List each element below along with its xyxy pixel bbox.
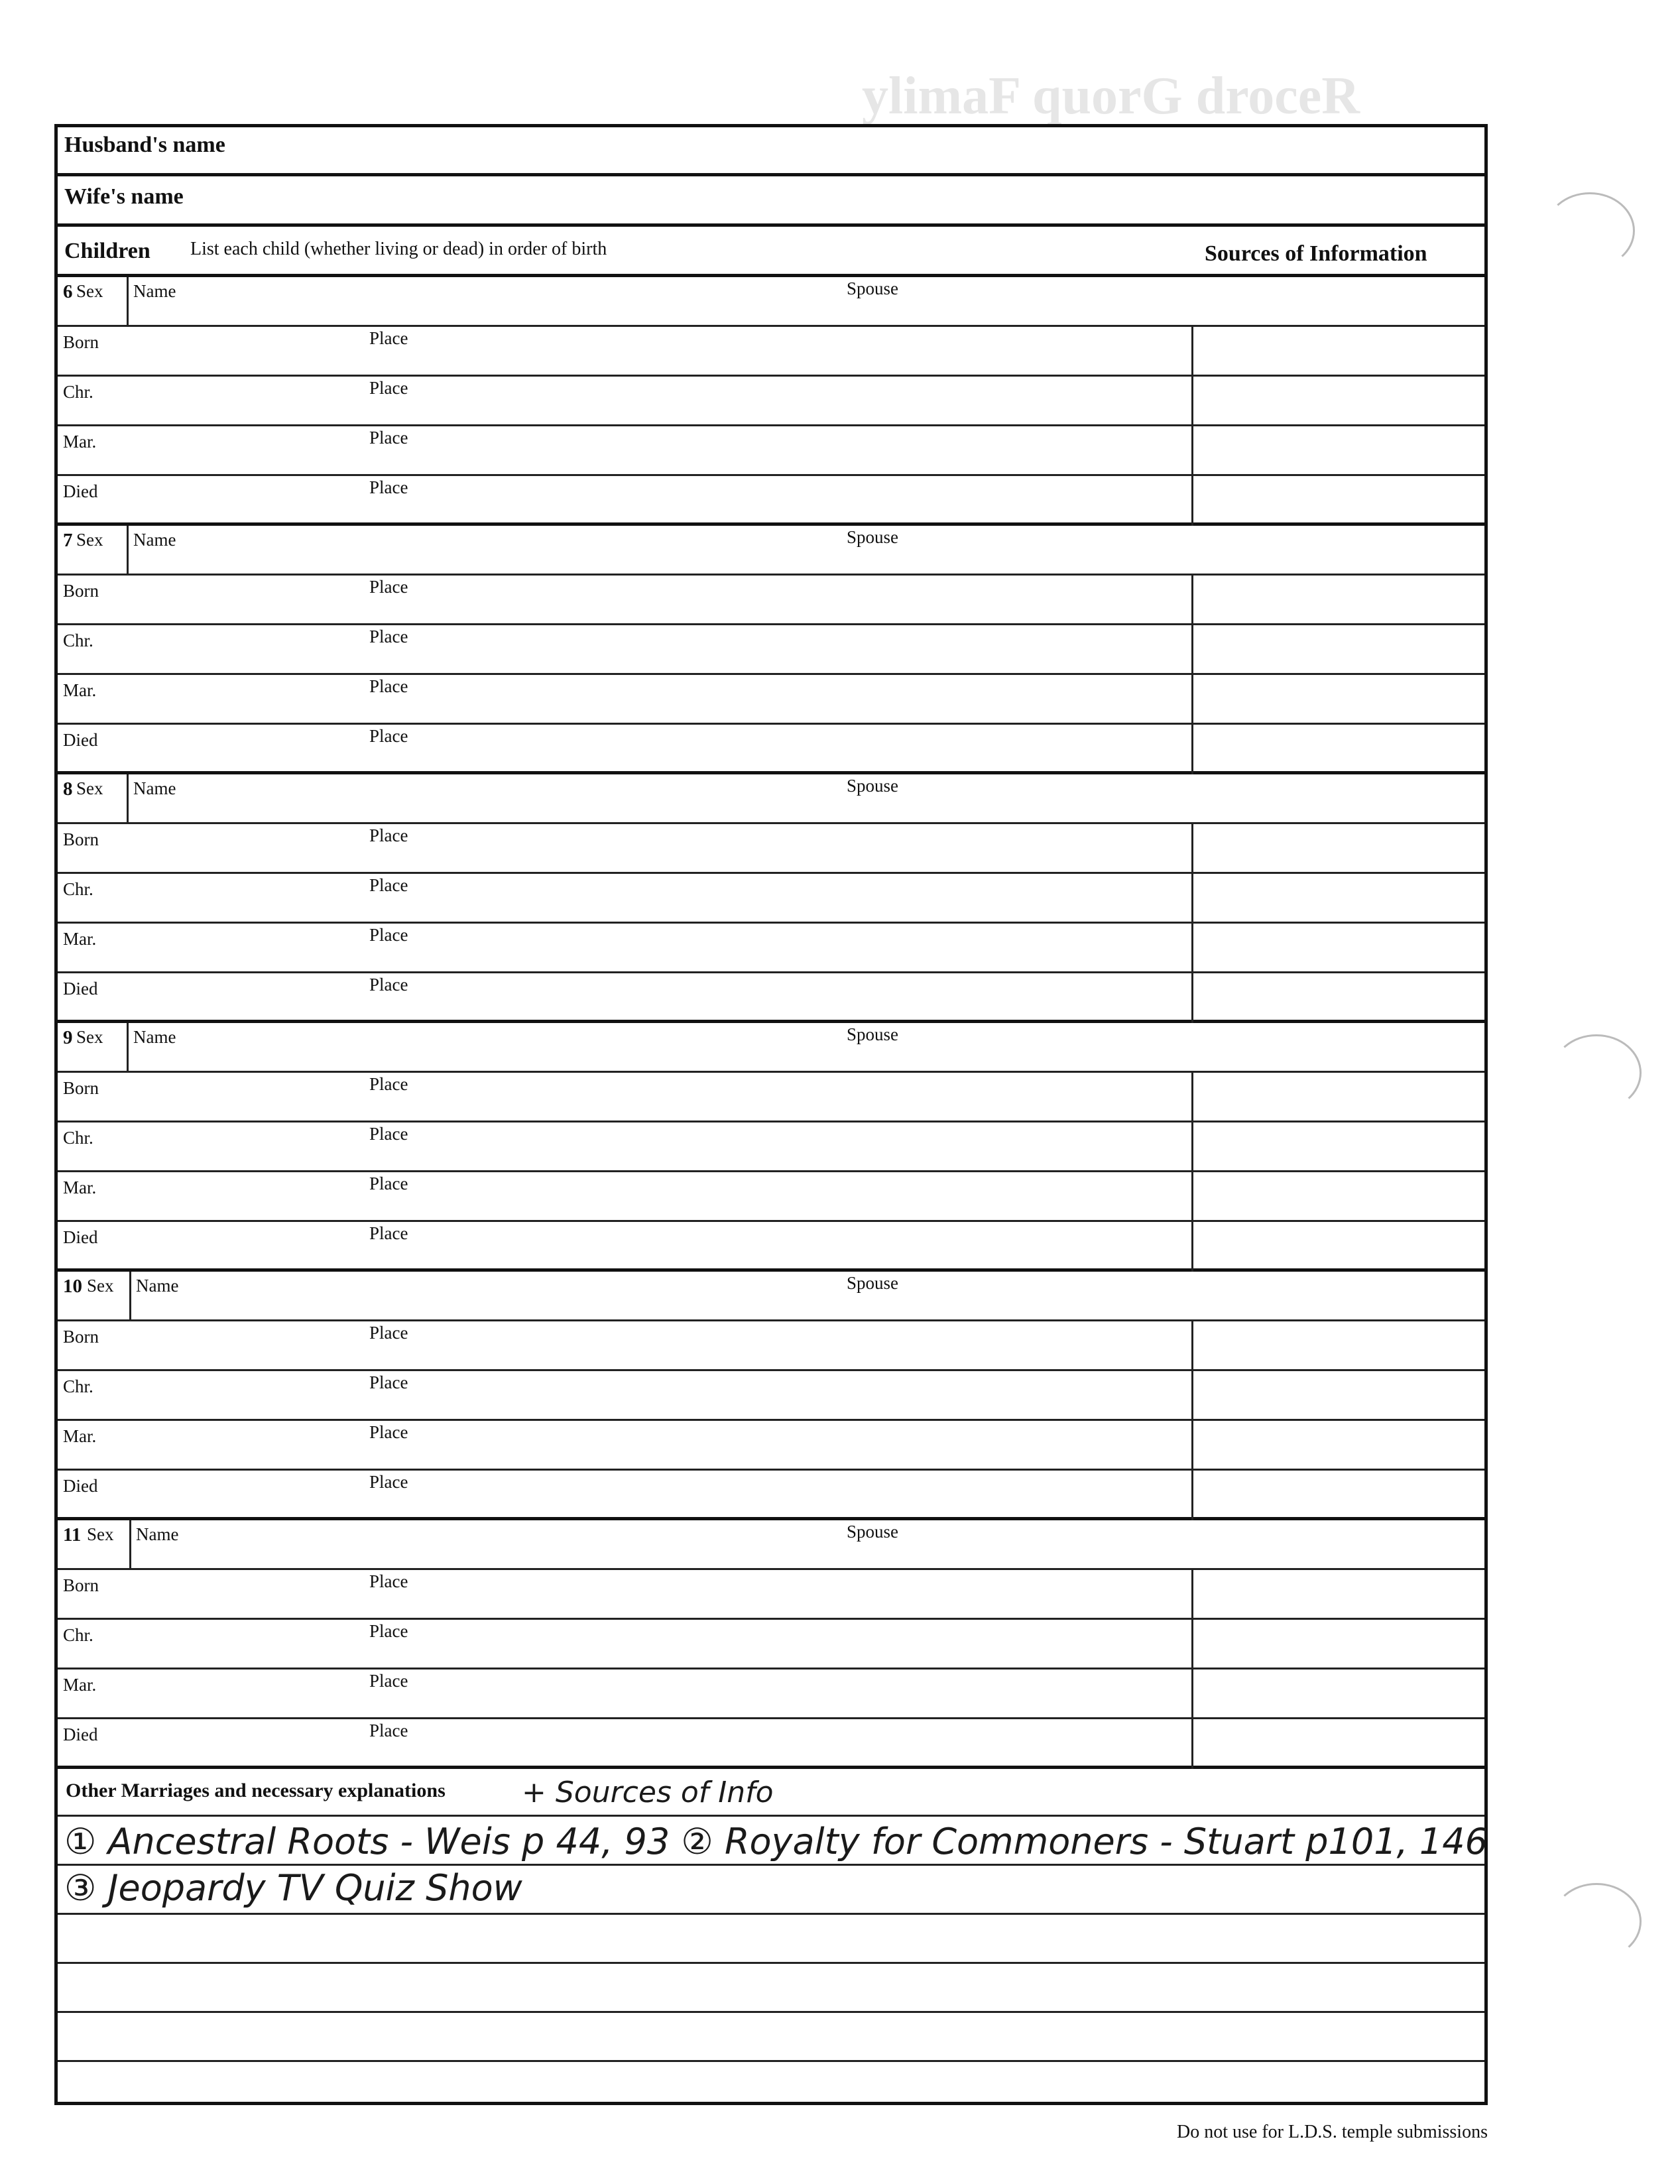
event-row-died (58, 1719, 1484, 1769)
explanation-line-4 (58, 1964, 1484, 2013)
explanation-line-1 (58, 1817, 1488, 1866)
sources-column-divider (1191, 576, 1193, 625)
place-label: Place (369, 1571, 408, 1591)
mar-label: Mar. (63, 1675, 97, 1695)
sources-column-divider (1191, 1421, 1193, 1471)
sources-column-divider (1191, 1620, 1193, 1669)
place-label: Place (369, 477, 408, 497)
sources-column-divider (1191, 924, 1193, 973)
place-label: Place (369, 975, 408, 995)
family-group-form (54, 124, 1488, 2105)
binder-hole-top (1545, 192, 1635, 269)
event-row-born (58, 1570, 1484, 1620)
name-label: Name (133, 281, 176, 301)
wife-name-label: Wife's name (64, 184, 184, 209)
sex-name-divider (127, 526, 129, 576)
child-name-row (58, 774, 1484, 824)
event-row-born (58, 824, 1484, 874)
sex-name-divider (129, 1520, 131, 1570)
event-row-mar (58, 1172, 1484, 1222)
event-row-died (58, 725, 1484, 774)
husband-name-label: Husband's name (64, 133, 225, 157)
sources-column-divider (1191, 1570, 1193, 1620)
child-number: 6 (63, 281, 73, 302)
place-label: Place (369, 825, 408, 845)
event-row-born (58, 1321, 1484, 1371)
bleed-through-title: ylimaF quorG droceR (862, 67, 1360, 125)
sex-label: Sex (76, 530, 103, 550)
chr-label: Chr. (63, 631, 93, 650)
sources-column-divider (1191, 327, 1193, 377)
place-label: Place (369, 1223, 408, 1243)
event-row-chr (58, 377, 1484, 426)
sources-column-divider (1191, 377, 1193, 426)
place-label: Place (369, 1074, 408, 1094)
place-label: Place (369, 925, 408, 945)
explanation-line-2 (58, 1866, 1484, 1915)
handwritten-sources-line-2: ③ Jeopardy TV Quiz Show (64, 1867, 522, 1909)
child-block (58, 1520, 1484, 1769)
children-header-row (58, 227, 1484, 277)
explanation-line-5 (58, 2013, 1484, 2062)
died-label: Died (63, 979, 98, 999)
born-label: Born (63, 829, 99, 849)
chr-label: Chr. (63, 1625, 93, 1645)
event-row-died (58, 973, 1484, 1023)
place-label: Place (369, 1671, 408, 1691)
child-name-row (58, 1023, 1484, 1073)
spouse-label: Spouse (847, 1522, 899, 1542)
event-row-mar (58, 426, 1484, 476)
binder-hole-bottom (1551, 1883, 1642, 1960)
event-row-chr (58, 874, 1484, 924)
born-label: Born (63, 1327, 99, 1347)
place-label: Place (369, 1372, 408, 1392)
sources-column-divider (1191, 625, 1193, 675)
child-block (58, 277, 1484, 526)
sources-of-information-label: Sources of Information (1205, 241, 1427, 266)
place-label: Place (369, 428, 408, 448)
child-number: 11 (63, 1524, 82, 1546)
spouse-label: Spouse (847, 776, 899, 796)
chr-label: Chr. (63, 879, 93, 899)
name-label: Name (133, 778, 176, 798)
place-label: Place (369, 577, 408, 597)
born-label: Born (63, 1575, 99, 1595)
children-label: Children (64, 239, 150, 263)
other-marriages-label: Other Marriages and necessary explanations (66, 1780, 446, 1801)
died-label: Died (63, 1476, 98, 1496)
sex-label: Sex (87, 1524, 114, 1544)
place-label: Place (369, 676, 408, 696)
sex-label: Sex (87, 1276, 114, 1296)
other-marriages-header (58, 1768, 1484, 1817)
event-row-chr (58, 1620, 1484, 1669)
event-row-died (58, 476, 1484, 526)
event-row-mar (58, 1669, 1484, 1719)
sources-column-divider (1191, 426, 1193, 476)
sources-column-divider (1191, 476, 1193, 526)
sources-column-divider (1191, 824, 1193, 874)
place-label: Place (369, 1721, 408, 1740)
name-label: Name (133, 1027, 176, 1047)
event-row-died (58, 1471, 1484, 1520)
chr-label: Chr. (63, 1376, 93, 1396)
spouse-label: Spouse (847, 278, 899, 298)
place-label: Place (369, 1621, 408, 1641)
sources-column-divider (1191, 1471, 1193, 1520)
sources-column-divider (1191, 1172, 1193, 1222)
child-block (58, 1272, 1484, 1520)
place-label: Place (369, 1174, 408, 1193)
spouse-label: Spouse (847, 1024, 899, 1044)
event-row-born (58, 327, 1484, 377)
place-label: Place (369, 1124, 408, 1144)
spouse-label: Spouse (847, 1273, 899, 1293)
event-row-mar (58, 924, 1484, 973)
event-row-chr (58, 1122, 1484, 1172)
child-number: 7 (63, 530, 73, 551)
place-label: Place (369, 328, 408, 348)
born-label: Born (63, 332, 99, 352)
child-name-row (58, 277, 1484, 327)
husband-row (58, 127, 1484, 176)
event-row-died (58, 1222, 1484, 1272)
sources-column-divider (1191, 874, 1193, 924)
wife-row (58, 176, 1484, 227)
sources-column-divider (1191, 1371, 1193, 1421)
sources-column-divider (1191, 1719, 1193, 1769)
sources-column-divider (1191, 1321, 1193, 1371)
child-number: 9 (63, 1027, 73, 1048)
event-row-chr (58, 625, 1484, 675)
child-name-row (58, 1520, 1484, 1570)
place-label: Place (369, 875, 408, 895)
mar-label: Mar. (63, 680, 97, 700)
name-label: Name (136, 1276, 179, 1296)
spouse-label: Spouse (847, 527, 899, 547)
handwritten-sources-line-1: ① Ancestral Roots - Weis p 44, 93 ② Royalty for Commoners - Stuart p101, 146 (64, 1821, 1488, 1862)
sources-column-divider (1191, 973, 1193, 1023)
child-block (58, 526, 1484, 774)
chr-label: Chr. (63, 382, 93, 402)
child-block (58, 1023, 1484, 1272)
event-row-born (58, 1073, 1484, 1122)
footer-note: Do not use for L.D.S. temple submissions (1177, 2122, 1488, 2142)
sources-column-divider (1191, 1222, 1193, 1272)
chr-label: Chr. (63, 1128, 93, 1148)
handwritten-sources-note: + Sources of Info (522, 1776, 774, 1809)
mar-label: Mar. (63, 929, 97, 949)
died-label: Died (63, 481, 98, 501)
place-label: Place (369, 1323, 408, 1343)
child-block (58, 774, 1484, 1023)
event-row-mar (58, 675, 1484, 725)
mar-label: Mar. (63, 432, 97, 452)
sources-column-divider (1191, 725, 1193, 774)
sex-label: Sex (76, 778, 103, 798)
died-label: Died (63, 730, 98, 750)
child-number: 10 (63, 1276, 82, 1297)
died-label: Died (63, 1725, 98, 1744)
place-label: Place (369, 1422, 408, 1442)
mar-label: Mar. (63, 1426, 97, 1446)
child-number: 8 (63, 778, 73, 800)
sex-label: Sex (76, 281, 103, 301)
children-instruction: List each child (whether living or dead) in order of birth (190, 239, 607, 259)
sources-column-divider (1191, 1122, 1193, 1172)
sources-column-divider (1191, 1073, 1193, 1122)
name-label: Name (133, 530, 176, 550)
place-label: Place (369, 627, 408, 646)
mar-label: Mar. (63, 1178, 97, 1197)
sex-name-divider (127, 1023, 129, 1073)
child-name-row (58, 526, 1484, 576)
binder-hole-middle (1551, 1034, 1642, 1111)
place-label: Place (369, 1472, 408, 1492)
born-label: Born (63, 581, 99, 601)
event-row-born (58, 576, 1484, 625)
sources-column-divider (1191, 675, 1193, 725)
place-label: Place (369, 378, 408, 398)
sex-name-divider (127, 277, 129, 327)
sex-name-divider (129, 1272, 131, 1321)
explanation-line-3 (58, 1915, 1484, 1964)
born-label: Born (63, 1078, 99, 1098)
place-label: Place (369, 726, 408, 746)
sources-column-divider (1191, 1669, 1193, 1719)
name-label: Name (136, 1524, 179, 1544)
event-row-chr (58, 1371, 1484, 1421)
child-name-row (58, 1272, 1484, 1321)
died-label: Died (63, 1227, 98, 1247)
sex-name-divider (127, 774, 129, 824)
sex-label: Sex (76, 1027, 103, 1047)
event-row-mar (58, 1421, 1484, 1471)
